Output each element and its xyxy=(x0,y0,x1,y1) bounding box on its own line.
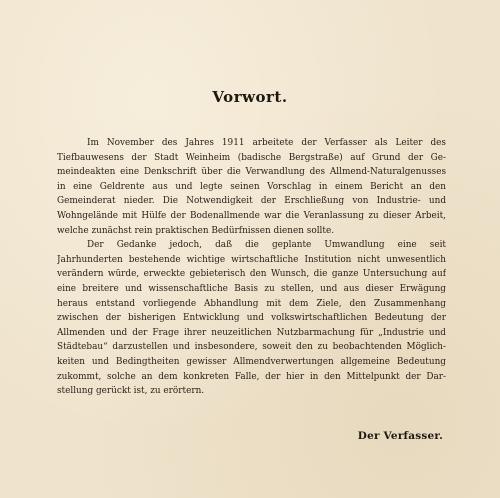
paragraph-line: stellung gerückt ist, zu erörtern. xyxy=(57,386,205,397)
paragraph-line: welche zunächst rein praktischen Bedürfnissen dienen sollte. xyxy=(57,225,335,236)
paragraph-line: Tiefbauwesens der Stadt Weinheim (badische Bergstraße) auf Grund der Ge- xyxy=(57,152,446,163)
paragraph-line: Jahrhunderten bestehende wichtige wirtschaftliche Institution nicht unwesentlich xyxy=(57,254,446,265)
paragraph-line: heraus entstand vorliegende Abhandlung mit dem Ziele, den Zusammenhang xyxy=(57,298,446,309)
paragraph-line: verändern würde, erweckte gebieterisch den Wunsch, die ganze Untersuchung auf xyxy=(57,269,446,280)
page-title: Vorwort. xyxy=(212,88,288,106)
paragraph-line: in eine Geldrente aus und legte seinen Vorschlag in einem Bericht an den xyxy=(57,181,446,192)
paragraph-line: Wohngelände mit Hülfe der Bodenallmende war die Veranlassung zu dieser Arbeit, xyxy=(57,210,446,221)
paragraph-line: zwischen der bisherigen Entwicklung und volkswirtschaftlichen Bedeutung der xyxy=(57,313,446,324)
paragraph-line: zukommt, solche an dem konkreten Falle, der hier in den Mittelpunkt der Dar- xyxy=(57,371,446,382)
document-body xyxy=(57,136,446,399)
paragraph-line: meindeakten eine Denkschrift über die Verwandlung des Allmend-Naturalgenusses xyxy=(57,167,446,178)
paragraph-line: Gemeinderat nieder. Die Notwendigkeit der Erschließung von Industrie- und xyxy=(57,196,446,207)
paragraph-line: eine breitere und wissenschaftliche Basis zu stellen, und aus dieser Erwägung xyxy=(57,283,446,294)
author-signature: Der Verfasser. xyxy=(357,430,443,442)
paragraph-line: Allmenden und der Frage ihrer neuzeitlichen Nutzbarmachung für „Industrie und xyxy=(57,327,446,338)
paragraph-line: Der Gedanke jedoch, daß die geplante Umwandlung eine seit xyxy=(87,240,446,251)
paragraph-line: keiten und Bedingtheiten gewisser Allmendverwertungen allgemeine Bedeutung xyxy=(57,356,446,367)
paragraph-line: Im November des Jahres 1911 arbeitete der Verfasser als Leiter des xyxy=(87,138,446,148)
paragraph-line: Städtebau“ darzustellen und insbesondere, soweit den zu beobachtenden Möglich- xyxy=(57,342,446,353)
